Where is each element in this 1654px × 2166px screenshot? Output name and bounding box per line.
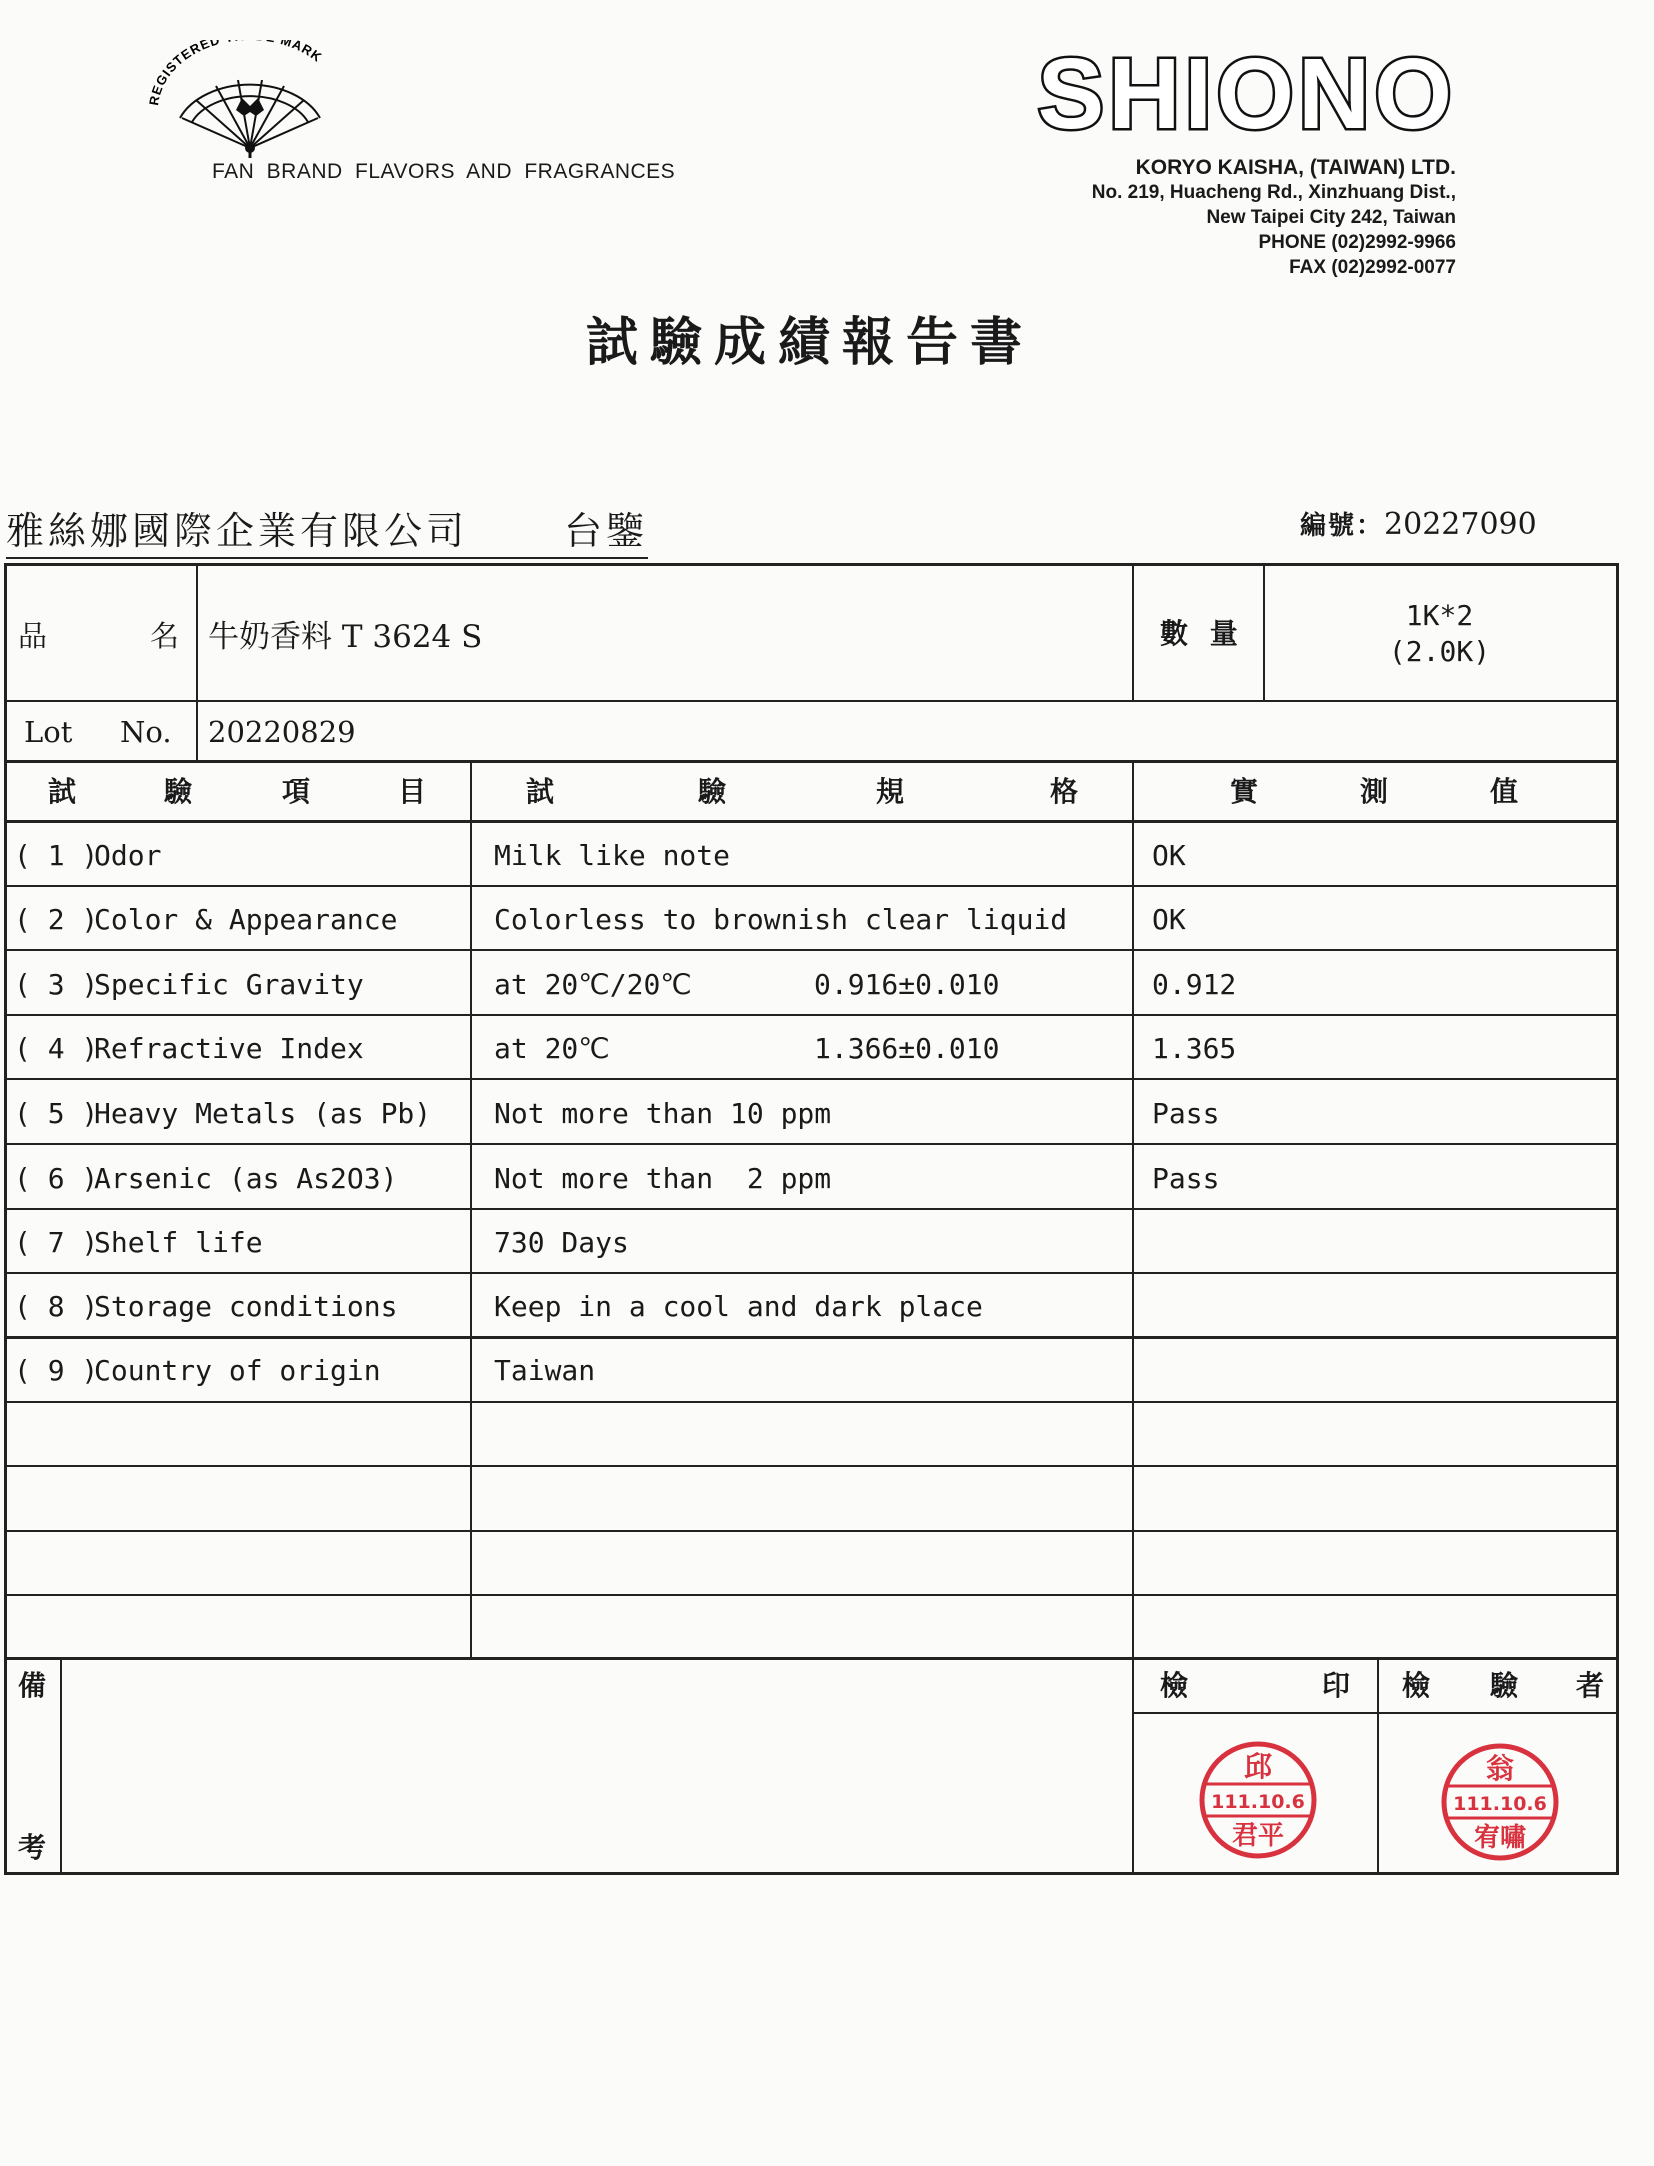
row-number: ( 2 ) <box>14 903 99 936</box>
stamp-2-surname: 翁 <box>1485 1752 1515 1785</box>
remarks-label-bottom: 考 <box>18 1831 47 1864</box>
report-number-label: 編號： <box>1300 511 1385 541</box>
rule <box>1132 760 1134 1874</box>
test-spec: at 20℃ <box>494 1032 610 1065</box>
test-item: Country of origin <box>94 1354 381 1387</box>
rule <box>4 820 1619 823</box>
document-title: 試驗成績報告書 <box>585 312 1034 373</box>
row-number: ( 7 ) <box>14 1226 99 1259</box>
rule <box>4 949 1619 951</box>
test-spec-value: 1.366±0.010 <box>814 1032 1000 1065</box>
lot-number: 20220829 <box>208 715 356 749</box>
test-item: Refractive Index <box>94 1032 364 1065</box>
test-item: Color & Appearance <box>94 903 398 936</box>
rule <box>4 1272 1619 1274</box>
inspector-stamp <box>1440 1742 1560 1862</box>
rule <box>4 1594 1619 1596</box>
customer-salutation: 台鑒 <box>564 509 649 553</box>
company-legal-name: KORYO KAISHA, (TAIWAN) LTD. <box>1135 156 1456 179</box>
customer-line <box>6 500 648 559</box>
trademark-arc-text: REGISTERED MARK <box>146 40 326 107</box>
rule <box>1132 1712 1619 1714</box>
quantity-line-1: 1K*2 <box>1405 599 1474 632</box>
header-result-char-2: 測 <box>1360 775 1389 808</box>
rule <box>470 760 472 1657</box>
product-name: 牛奶香料 T 3624 S <box>208 619 483 655</box>
test-spec-value: 0.916±0.010 <box>814 968 1000 1001</box>
report-number <box>1300 505 1537 542</box>
header-result-char-3: 值 <box>1490 775 1519 808</box>
rule <box>1377 1657 1379 1874</box>
report-number-value: 20227090 <box>1384 507 1537 542</box>
rule <box>1132 563 1134 700</box>
inspection-seal-stamp <box>1198 1740 1318 1860</box>
seal-label-2: 印 <box>1322 1669 1351 1702</box>
test-result: 1.365 <box>1152 1032 1237 1065</box>
row-number: ( 9 ) <box>14 1354 99 1387</box>
rule <box>4 760 1619 763</box>
brand-line: FAN BRAND FLAVORS AND FRAGRANCES <box>212 160 676 183</box>
table-border-top <box>4 563 1619 566</box>
quantity-label: 數 量 <box>1160 617 1244 650</box>
company-address-line-2: New Taipei City 242, Taiwan <box>1206 207 1456 228</box>
row-number: ( 4 ) <box>14 1032 99 1065</box>
header-result-char-1: 實 <box>1230 775 1259 808</box>
test-spec: Keep in a cool and dark place <box>494 1290 983 1323</box>
header-spec-char-4: 格 <box>1050 775 1079 808</box>
rule <box>4 885 1619 887</box>
header-item-char-3: 項 <box>282 775 311 808</box>
test-item: Shelf life <box>94 1226 263 1259</box>
rule <box>4 1014 1619 1016</box>
row-number: ( 1 ) <box>14 839 99 872</box>
inspector-label-char-2: 驗 <box>1490 1669 1519 1702</box>
rule <box>4 1465 1619 1467</box>
test-result: Pass <box>1152 1162 1220 1195</box>
product-name-label-2: 名 <box>150 619 180 653</box>
header-spec-char-2: 驗 <box>698 775 727 808</box>
rule <box>60 1657 62 1874</box>
test-item: Heavy Metals (as Pb) <box>94 1097 432 1130</box>
test-item: Specific Gravity <box>94 968 364 1001</box>
rule <box>4 1336 1619 1339</box>
seal-label-1: 檢 <box>1160 1669 1189 1702</box>
header-spec-char-3: 規 <box>876 775 905 808</box>
test-spec: Not more than 10 ppm <box>494 1097 832 1130</box>
customer-name: 雅絲娜國際企業有限公司 <box>6 509 469 553</box>
rule <box>4 1401 1619 1403</box>
test-result: OK <box>1152 903 1186 936</box>
rule <box>4 1208 1619 1210</box>
inspector-label-char-1: 檢 <box>1402 1669 1431 1702</box>
stamp-2-given-name: 宥嘯 <box>1473 1823 1527 1853</box>
test-spec: Milk like note <box>494 839 731 872</box>
company-name: SHIONO <box>1037 38 1456 150</box>
product-name-label-1: 品 <box>18 619 48 653</box>
quantity-line-2: (2.0K) <box>1388 635 1491 668</box>
test-spec: Colorless to brownish clear liquid <box>494 903 1068 936</box>
test-item: Storage conditions <box>94 1290 398 1323</box>
test-spec: 730 Days <box>494 1226 629 1259</box>
rule <box>4 700 1619 702</box>
row-number: ( 5 ) <box>14 1097 99 1130</box>
test-result: 0.912 <box>1152 968 1237 1001</box>
stamp-2-date: 111.10.6 <box>1453 1793 1547 1815</box>
remarks-label-top: 備 <box>18 1669 47 1702</box>
fan-brand-logo <box>140 40 360 160</box>
stamp-1-given-name: 君平 <box>1231 1821 1285 1851</box>
test-spec: Not more than 2 ppm <box>494 1162 832 1195</box>
header-item-char-1: 試 <box>48 775 77 808</box>
company-fax: FAX (02)2992-0077 <box>1289 257 1456 278</box>
company-address-line-1: No. 219, Huacheng Rd., Xinzhuang Dist., <box>1091 182 1456 203</box>
lot-label-2: No. <box>120 715 172 749</box>
test-spec: Taiwan <box>494 1354 596 1387</box>
rule <box>4 1530 1619 1532</box>
test-item: Odor <box>94 839 162 872</box>
stamp-1-surname: 邱 <box>1243 1750 1273 1783</box>
test-result: OK <box>1152 839 1186 872</box>
test-result: Pass <box>1152 1097 1220 1130</box>
test-spec: at 20℃/20℃ <box>494 968 692 1001</box>
rule <box>196 563 198 760</box>
inspector-label-char-3: 者 <box>1576 1669 1605 1702</box>
header-spec-char-1: 試 <box>526 775 555 808</box>
stamp-1-date: 111.10.6 <box>1211 1791 1305 1813</box>
rule <box>4 1078 1619 1080</box>
row-number: ( 6 ) <box>14 1162 99 1195</box>
header-item-char-4: 目 <box>398 775 427 808</box>
test-item: Arsenic (as As2O3) <box>94 1162 398 1195</box>
header-item-char-2: 驗 <box>164 775 193 808</box>
row-number: ( 8 ) <box>14 1290 99 1323</box>
company-block <box>1037 38 1456 280</box>
lot-label-1: Lot <box>24 715 73 749</box>
rule <box>1263 563 1265 700</box>
row-number: ( 3 ) <box>14 968 99 1001</box>
rule <box>4 1143 1619 1145</box>
company-phone: PHONE (02)2992-9966 <box>1258 232 1456 253</box>
